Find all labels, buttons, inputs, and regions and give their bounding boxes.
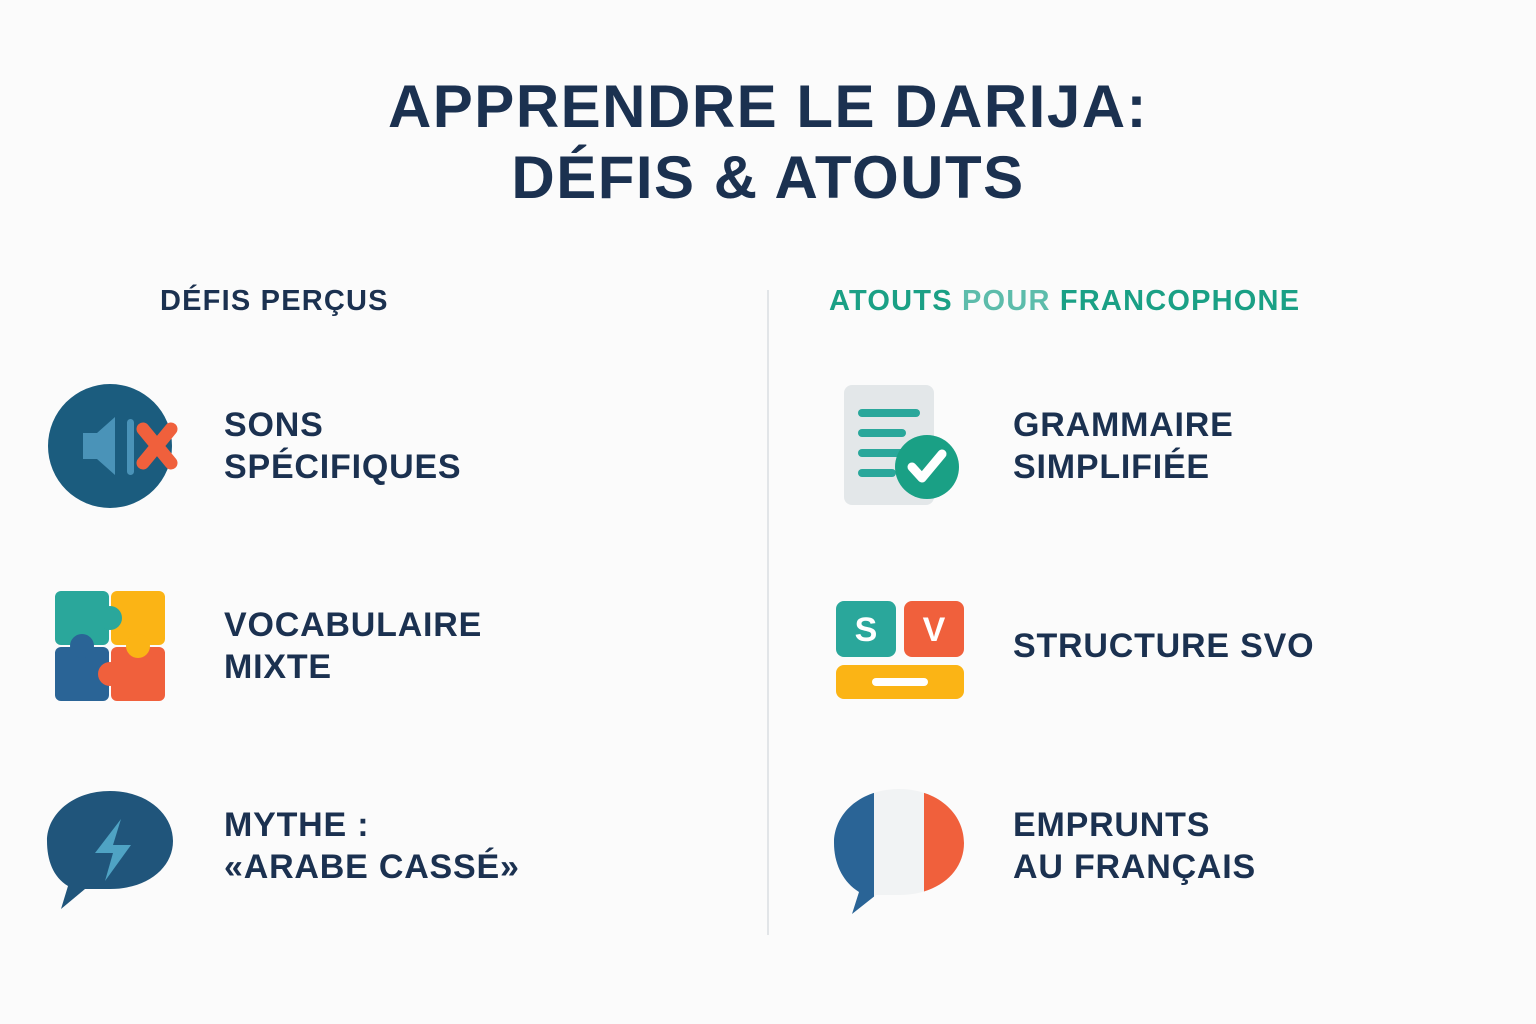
page-title: [0, 72, 1536, 214]
advantage-label-svo: STRUCTURE SVO: [1013, 626, 1315, 665]
advantage-item-svo: [819, 566, 1498, 726]
svg-text:S: S: [854, 611, 878, 649]
advantage-item-loanwords: [819, 766, 1498, 926]
svg-text:V: V: [922, 611, 946, 649]
challenge-label-sounds: SONS SPÉCIFIQUES: [224, 405, 462, 486]
french-flag-bubble-icon: [819, 766, 979, 926]
document-check-icon: [819, 366, 979, 526]
puzzle-pieces-icon: [30, 566, 190, 726]
challenge-item-vocabulary: [30, 566, 709, 726]
page-title-line-2: DÉFIS & ATOUTS: [511, 143, 1025, 211]
speech-bubble-icon: [30, 766, 190, 926]
challenge-label-myth: MYTHE : «ARABE CASSÉ»: [224, 805, 520, 886]
advantages-heading-strong2: FRANCOPHONE: [1059, 285, 1301, 317]
advantages-column: [747, 285, 1536, 945]
advantage-item-grammar: [819, 366, 1498, 526]
advantages-heading-strong: ATOUTS: [829, 285, 953, 317]
muted-speaker-icon: [30, 366, 190, 526]
challenge-item-myth: [30, 766, 709, 926]
content-columns: [0, 285, 1536, 945]
challenges-heading: DÉFIS PERÇUS: [160, 285, 389, 317]
challenges-column: [0, 285, 747, 945]
advantages-heading-soft: POUR: [962, 285, 1051, 317]
advantage-label-grammar: GRAMMAIRE SIMPLIFIÉE: [1013, 405, 1234, 486]
advantage-label-loanwords: EMPRUNTS AU FRANÇAIS: [1013, 805, 1257, 886]
svo-blocks-icon: [819, 566, 979, 726]
advantages-heading: [819, 285, 1498, 318]
challenge-item-sounds: [30, 366, 709, 526]
challenge-label-vocabulary: VOCABULAIRE MIXTE: [224, 605, 483, 686]
page-title-line-1: APPRENDRE LE DARIJA:: [387, 73, 1149, 140]
